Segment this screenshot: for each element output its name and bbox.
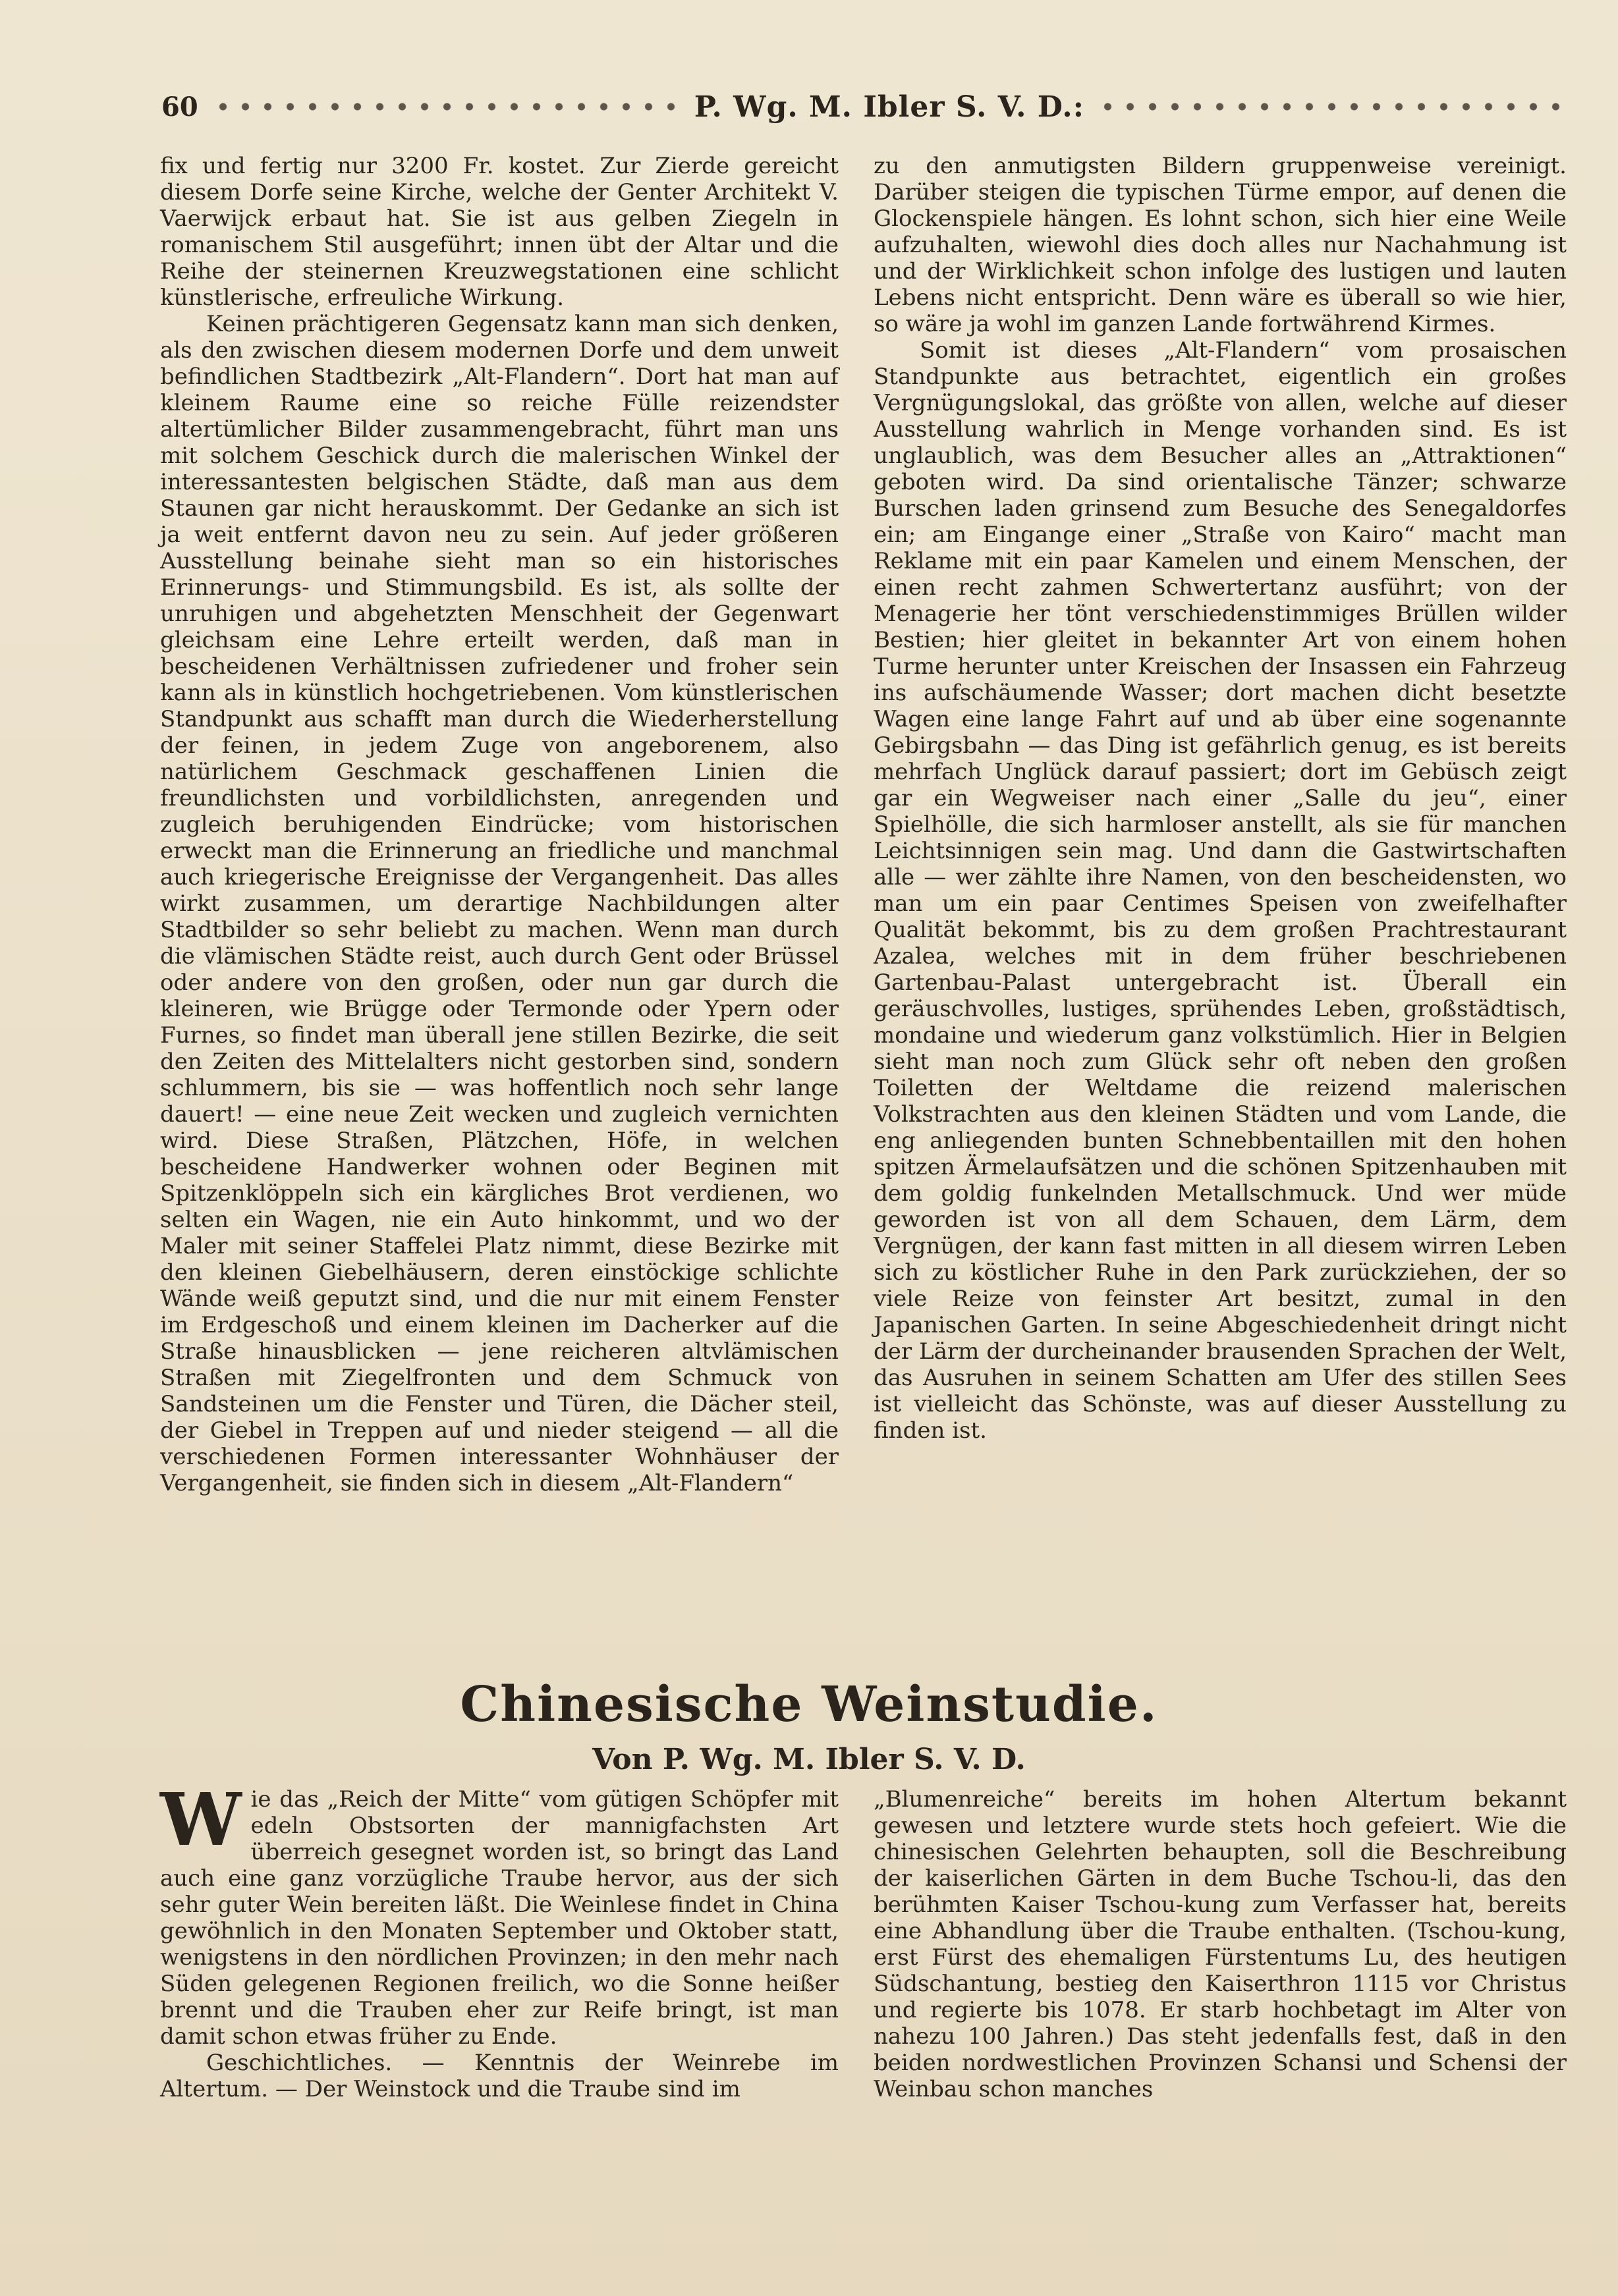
- drop-cap: W: [160, 1777, 242, 1862]
- running-head: P. Wg. M. Ibler S. V. D.:: [694, 90, 1084, 124]
- paragraph: Keinen prächtigeren Gegensatz kann man sich denken, als den zwischen diesem modernen Dorfe und dem unweit befindlichen Stadtbezirk „Alt-Flandern“. Dort hat man auf kleinem Raume eine so reiche Fülle reizendster altertümlicher Bilder zusammengebracht, führt man uns mit solchem Geschick durch die malerischen Winkel der interessantesten belgischen Städte, daß man aus dem Staunen gar nicht herauskommt. Der Gedanke an sich ist ja weit entfernt davon neu zu sein. Auf jeder größeren Ausstellung beinahe sieht man so ein historisches Erinnerungs- und Stimmungsbild. Es ist, als sollte der unruhigen und abgehetzten Menschheit der Gegenwart gleichsam eine Lehre erteilt werden, daß man in bescheidenen Verhältnissen zufriedener und froher sein kann als in künstlich hochgetriebenen. Vom künstlerischen Standpunkt aus schafft man durch die Wiederherstellung der feinen, in jedem Zuge von angeborenem, also natürlichem Geschmack geschaffenen Linien die freundlichsten und vorbildlichsten, anregenden und zugleich beruhigenden Eindrücke; vom historischen erweckt man die Erinnerung an friedliche und manchmal auch kriegerische Ereignisse der Vergangenheit. Das alles wirkt zusammen, um derartige Nachbildungen alter Stadtbilder so sehr beliebt zu machen. Wenn man durch die vlämischen Städte reist, auch durch Gent oder Brüssel oder andere von den großen, oder nun gar durch die kleineren, wie Brügge oder Termonde oder Ypern oder Furnes, so findet man überall jene stillen Bezirke, die seit den Zeiten des Mittelalters nicht gestorben sind, sondern schlummern, bis sie — was hoffentlich noch sehr lange dauert! — eine neue Zeit wecken und zugleich vernichten wird. Diese Straßen, Plätzchen, Höfe, in welchen bescheidene Handwerker wohnen oder Beginen mit Spitzenklöppeln sich ein kärgliches Brot verdienen, wo selten ein Wagen, nie ein Auto hinkommt, und wo der Maler mit seiner Staffelei Platz nimmt, diese Bezirke mit den kleinen Giebelhäusern, deren einstöckige schlichte Wände weiß geputzt sind, und die nur mit einem Fenster im Erdgeschoß und einem kleinen im Dacherker auf die Straße hinausblicken — jene reicheren altvlämischen Straßen mit Ziegelfronten und dem Schmuck von Sandsteinen um die Fenster und Türen, die Dächer steil, der Giebel in Treppen auf und nieder steigend — all die verschiedenen Formen interessanter Wohnhäuser der Vergangenheit, sie finden sich in diesem „Alt-Flandern“: [160, 311, 839, 1496]
- ornament-right: [1099, 101, 1565, 113]
- paragraph: „Blumenreiche“ bereits im hohen Altertum bekannt gewesen und letztere wurde stets hoch gefeiert. Wie die chinesischen Gelehrten behaupten, soll die Beschreibung der kaiserlichen Gärten in dem Buche Tschou-li, das den berühmten Kaiser Tschou-kung zum Verfasser hat, bereits eine Abhandlung über die Traube enthalten. (Tschou-kung, erst Fürst des ehemaligen Fürstentums Lu, des heutigen Südschantung, bestieg den Kaiserthron 1115 vor Christus und regierte bis 1078. Er starb hochbetagt im Alter von nahezu 100 Jahren.) Das steht jedenfalls fest, daß in den beiden nordwestlichen Provinzen Schansi und Schensi der Weinbau schon manches: [874, 1786, 1567, 2102]
- article2-column-left: [160, 1777, 839, 2102]
- article-byline: Von P. Wg. M. Ibler S. V. D.: [592, 1743, 1026, 1776]
- page-header: [161, 87, 1565, 126]
- paragraph: Somit ist dieses „Alt-Flandern“ vom prosaischen Standpunkte aus betrachtet, eigentlich ein großes Vergnügungslokal, das größte von allen, welche auf dieser Ausstellung wahrlich in Menge vorhanden sind. Es ist unglaublich, was dem Besucher alles an „Attraktionen“ geboten wird. Da sind orientalische Tänzer; schwarze Burschen laden grinsend zum Besuche des Senegaldorfes ein; am Eingange einer „Straße von Kairo“ macht man Reklame mit ein paar Kamelen und einem Menschen, der einen recht zahmen Schwertertanz ausführt; von der Menagerie her tönt verschiedenstimmiges Brüllen wilder Bestien; hier gleitet in bekannter Art von einem hohen Turme herunter unter Kreischen der Insassen ein Fahrzeug ins aufschäumende Wasser; dort machen dicht besetzte Wagen eine lange Fahrt auf und ab über eine sogenannte Gebirgsbahn — das Ding ist gefährlich genug, es ist bereits mehrfach Unglück darauf passiert; dort im Gebüsch zeigt gar ein Wegweiser nach einer „Salle du jeu“, einer Spielhölle, die sich harmloser anstellt, als sie für manchen Leichtsinnigen sein mag. Und dann die Gastwirtschaften alle — wer zählte ihre Namen, von den bescheidensten, wo man um ein paar Centimes Speisen von zweifelhafter Qualität bekommt, bis zu dem großen Prachtrestaurant Azalea, welches mit in dem früher beschriebenen Gartenbau-Palast untergebracht ist. Überall ein geräuschvolles, lustiges, sprühendes Leben, großstädtisch, mondaine und wiederum ganz volkstümlich. Hier in Belgien sieht man noch zum Glück sehr oft neben den großen Toiletten der Weltdame die reizend malerischen Volkstrachten aus den kleinen Städten und vom Lande, die eng anliegenden bunten Schnebbentaillen mit den hohen spitzen Ärmelaufsätzen und die schönen Spitzenhauben mit dem goldig funkelnden Metallschmuck. Und wer müde geworden ist von all dem Schauen, dem Lärm, dem Vergnügen, der kann fast mitten in all diesem wirren Leben sich zu köstlicher Ruhe in den Park zurückziehen, der so viele Reize von feinster Art besitzt, zumal in den Japanischen Garten. In seine Abgeschiedenheit dringt nicht der Lärm der durcheinander brausenden Sprachen der Welt, das Ausruhen in seinem Schatten am Ufer des stillen Sees ist vielleicht das Schönste, was auf dieser Ausstellung zu finden ist.: [874, 337, 1567, 1444]
- paragraph: Geschichtliches. — Kenntnis der Weinrebe im Altertum. — Der Weinstock und die Traube sind im: [160, 2050, 839, 2102]
- ornament-left: [214, 101, 680, 113]
- paragraph: zu den anmutigsten Bildern gruppenweise vereinigt. Darüber steigen die typischen Türme empor, auf denen die Glockenspiele hängen. Es lohnt schon, sich hier eine Weile aufzuhalten, wiewohl dies doch alles nur Nachahmung ist und der Wirklichkeit schon infolge des lustigen und lauten Lebens nicht entspricht. Denn wäre es überall so wie hier, so wäre ja wohl im ganzen Lande fortwährend Kirmes.: [874, 153, 1567, 337]
- article2-column-right: [874, 1786, 1567, 2102]
- article1-column-left: [160, 153, 839, 1496]
- article-title: Chinesische Weinstudie.: [460, 1676, 1158, 1733]
- paragraph-text: ie das „Reich der Mitte“ vom gütigen Schöpfer mit edeln Obstsorten der mannigfachsten Art überreich gesegnet worden ist, so bringt das Land auch eine ganz vorzügliche Traube hervor, aus der sich sehr guter Wein bereiten läßt. Die Weinlese findet in China gewöhnlich in den Monaten September und Oktober statt, wenigstens in den nördlichen Provinzen; in den mehr nach Süden gelegenen Regionen freilich, wo die Sonne heißer brennt und die Trauben eher zur Reife bringt, ist man damit schon etwas früher zu Ende.: [160, 1786, 839, 2050]
- paragraph: fix und fertig nur 3200 Fr. kostet. Zur Zierde gereicht diesem Dorfe seine Kirche, welche der Genter Architekt V. Vaerwijck erbaut hat. Sie ist aus gelben Ziegeln in romanischem Stil ausgeführt; innen übt der Altar und die Reihe der steinernen Kreuzwegstationen eine schlicht künstlerische, erfreuliche Wirkung.: [160, 153, 839, 311]
- paragraph: [160, 1777, 839, 2050]
- article1-column-right: [874, 153, 1567, 1444]
- page-number: 60: [161, 91, 198, 123]
